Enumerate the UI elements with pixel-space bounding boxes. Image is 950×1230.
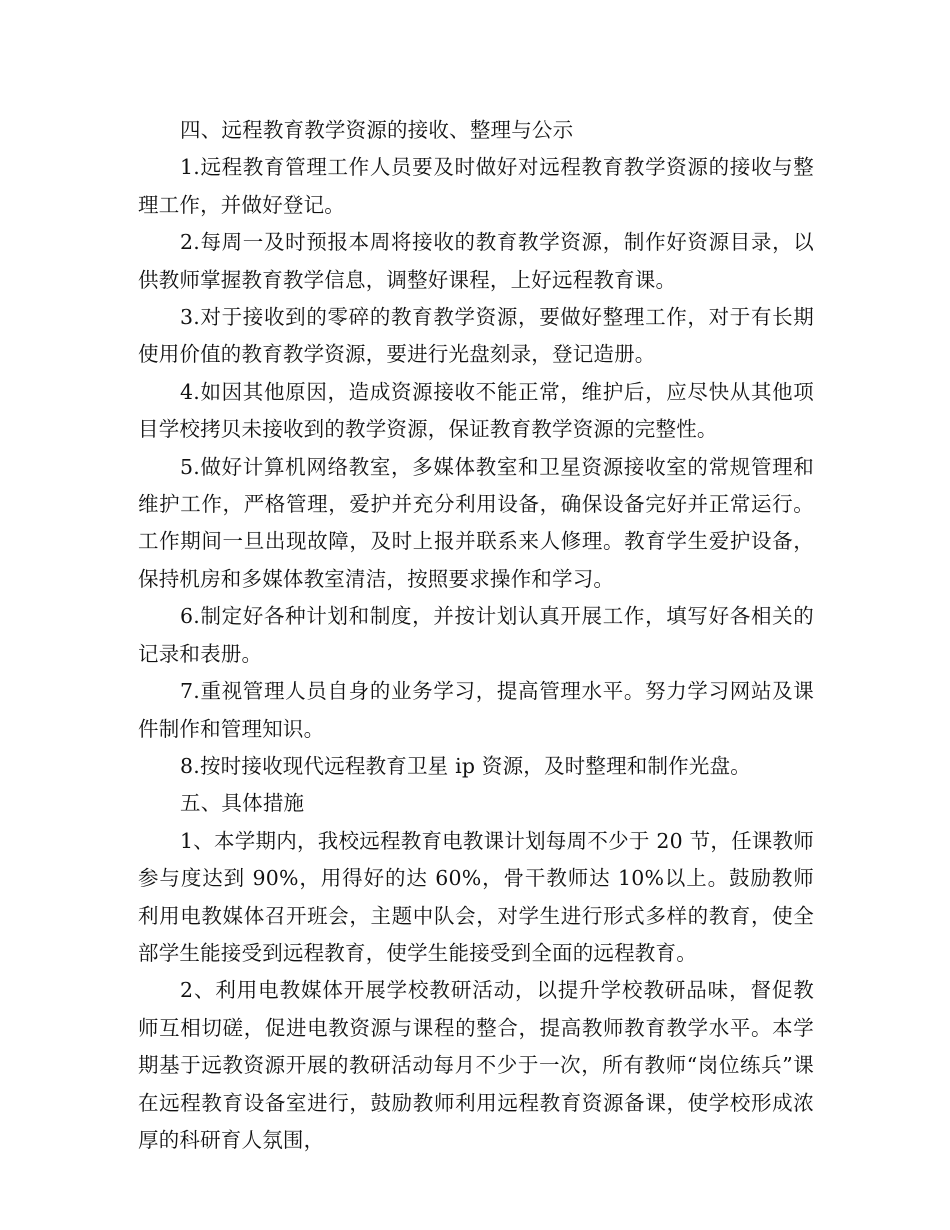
measure-item-1: 1、本学期内，我校远程教育电教课计划每周不少于 20 节，任课教师参与度达到 90%，用得好的达 60%，骨干教师达 10%以上。鼓励教师利用电教媒体召开班会，主题中队会，对学生进行形式多样的教育，使全部学生能接受到远程教育，使学生能接受到全面的远程教育。 xyxy=(138,828,814,965)
measure-item-2: 2、利用电教媒体开展学校教研活动，以提升学校教研品味，督促教师互相切磋，促进电教资源与课程的整合，提高教师教育教学水平。本学期基于远教资源开展的教研活动每月不少于一次，所有教师“岗位练兵”课在远程教育设备室进行，鼓励教师利用远程教育资源备课，使学校形成浓厚的科研育人氛围， xyxy=(138,978,814,1152)
paragraph-item-8: 8.按时接收现代远程教育卫星 ip 资源，及时整理和制作光盘。 xyxy=(180,753,751,778)
paragraph-item-4: 4.如因其他原因，造成资源接收不能正常，维护后，应尽快从其他项目学校拷贝未接收到的教学资源，保证教育教学资源的完整性。 xyxy=(138,379,814,442)
section-heading-resources: 四、远程教育教学资源的接收、整理与公示 xyxy=(180,118,574,142)
paragraph-item-5: 5.做好计算机网络教室，多媒体教室和卫星资源接收室的常规管理和维护工作，严格管理，爱护并充分利用设备，确保设备完好并正常运行。工作期间一旦出现故障，及时上报并联系来人修理。教育学生爱护设备，保持机房和多媒体教室清洁，按照要求操作和学习。 xyxy=(138,454,814,591)
paragraph-item-3: 3.对于接收到的零碎的教育教学资源，要做好整理工作，对于有长期使用价值的教育教学资源，要进行光盘刻录，登记造册。 xyxy=(138,305,814,367)
document-body xyxy=(138,112,814,1159)
paragraph-item-6: 6.制定好各种计划和制度，并按计划认真开展工作，填写好各相关的记录和表册。 xyxy=(138,604,814,666)
section-heading-measures: 五、具体措施 xyxy=(180,791,305,816)
paragraph-item-7: 7.重视管理人员自身的业务学习，提高管理水平。努力学习网站及课件制作和管理知识。 xyxy=(138,679,814,741)
paragraph-item-1: 1.远程教育管理工作人员要及时做好对远程教育教学资源的接收与整理工作，并做好登记。 xyxy=(138,155,814,217)
paragraph-item-2: 2.每周一及时预报本周将接收的教育教学资源，制作好资源目录，以供教师掌握教育教学信息，调整好课程，上好远程教育课。 xyxy=(138,230,814,292)
